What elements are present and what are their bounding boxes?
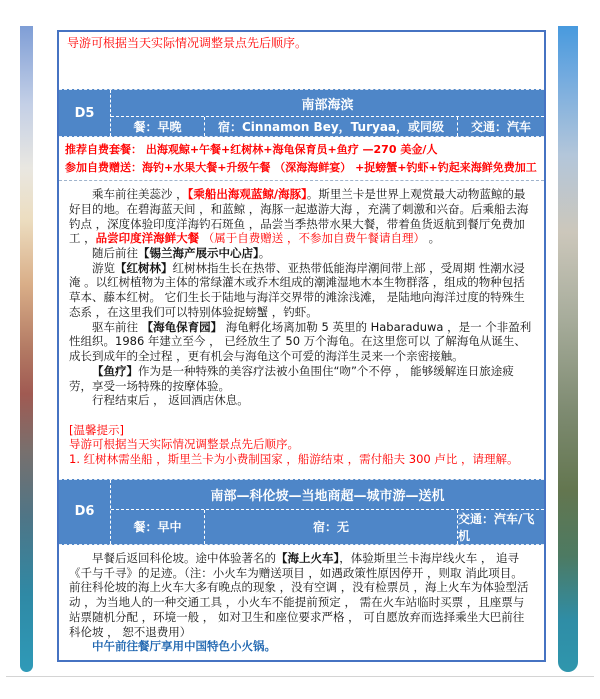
day-d6-header-band bbox=[59, 479, 544, 545]
page-bottom-divider bbox=[6, 676, 594, 677]
right-page-border-decoration bbox=[558, 26, 578, 672]
paragraph bbox=[69, 408, 534, 423]
paragraph: 早餐后返回科伦坡。途中体验著名的【海上火车】，体验斯里兰卡海岸线火车 ， 追寻《千与千寻》的足迹。（注：小火车为赠送项目 ，如遇政策性原因停开 ，则取 消此项目。前往科伦坡的海上火车大多有晚点的现象 ，没有空调 ，没有检票员 ，海上火车为体验型活动 ，为当地人的一种交通工具 ，小火车不能提前预定 ， 需在火车站临时买票 ，且座票与站票随机分配 ，环境一般 ， 如对卫生和座位要求严格 ， 可自愿放弃而选择乘坐大巴前往科伦坡 ， 恕不退费用） bbox=[69, 550, 529, 639]
paragraph: 随后前往【锡兰海产展示中心店】。 bbox=[92, 246, 271, 261]
day-d5-header-band bbox=[59, 89, 544, 137]
schedule-adjustment-note: 导游可根据当天实际情况调整景点先后顺序。 bbox=[67, 36, 308, 50]
paragraph: 游览【红树林】红树林指生长在热带、亚热带低能海岸潮间带上部 ，受周期 性潮水浸淹 。以红树植物为主体的常绿灌木或乔木组成的潮滩湿地木本生物群落 ，组成的物种包括草本、藤本红树。 它们生长于陆地与海洋交界带的滩涂浅滩， 是陆地向海洋过度的特殊生态系 ，在这里我们可以特别体验捉螃蟹 ，钓虾。 bbox=[69, 260, 525, 319]
paragraph: 乘车前往美蕊沙 ，【乘船出海观蓝鲸/海豚】。斯里兰卡是世界上观赏最大动物蓝鲸的最好目的地。在碧海蓝天间 ，和蓝鲸 ，海豚一起遨游大海 ，充满了刺激和兴奋。后乘船去海钓点 ，深度体验印度洋海钓石斑鱼 ，品尝当季热带水果大餐，带着鱼货返航到餐厅免费加工 ，品尝印度洋海鲜大餐 （属于自费赠送 ，不参加自费午餐请自理） 。 bbox=[69, 187, 529, 246]
day-d6-details bbox=[59, 545, 544, 660]
left-page-border-decoration bbox=[20, 26, 33, 672]
paragraph: 【鱼疗】作为是一种特殊的美容疗法被小鱼围住“吻”个不停 ， 能够缓解连日旅途疲劳，享受一场特殊的按摩体验。 bbox=[69, 363, 514, 393]
paragraph: [温馨提示] bbox=[69, 422, 124, 437]
paragraph: 导游可根据当天实际情况调整景点先后顺序。 bbox=[69, 437, 299, 452]
day-d5-hotel: 宿：Cinnamon Bey，Turyaa，或同级 bbox=[204, 117, 458, 136]
day-d5-label: D5 bbox=[59, 90, 111, 136]
bonus-package-line: 参加自费赠送：海钓+水果大餐+升级午餐 （深海海鲜宴） +捉螃蟹+钓虾+钓起来海鲜免费加工 bbox=[65, 160, 537, 174]
day-d6-transport: 交通：汽车/飞机 bbox=[458, 511, 535, 543]
paragraph: 中午前往餐厅享用中国特色小火锅。 bbox=[92, 639, 276, 654]
day-d5-meals: 餐：早晚 bbox=[133, 120, 182, 135]
paragraph: 驱车前往 【海龟保育园】 海龟孵化场离加勒 5 英里的 Habaraduwa ，是一 个非盈利性组织。1986 年建立至今 ， 已经放生了 50 万个海龟。在这里您可以 了解海龟从诞生、成长到成年的全过程 ，更有机会与海龟这个可爱的海洋生灵来一个亲密接触。 bbox=[69, 319, 532, 364]
day-d5-details bbox=[59, 181, 544, 479]
paragraph: 行程结束后 ， 返回酒店休息。 bbox=[92, 393, 249, 408]
recommended-package-line: 推荐自费套餐： 出海观鲸+午餐+红树林+海龟保育员+鱼疗 —270 美金/人 bbox=[65, 143, 438, 157]
paragraph: 1. 红树林需坐船 ，斯里兰卡为小费制国家 ，船游结束 ，需付船夫 300 卢比 ，请理解。 bbox=[69, 452, 519, 467]
itinerary-table bbox=[57, 30, 546, 662]
day-d6-label: D6 bbox=[59, 480, 111, 544]
day-d6-meals: 餐：早中 bbox=[133, 520, 182, 535]
day-d6-hotel: 宿：无 bbox=[204, 510, 458, 544]
day-d5-transport: 交通：汽车 bbox=[470, 120, 531, 135]
optional-fees-note bbox=[59, 137, 544, 181]
day-d6-route-title: 南部—科伦坡—当地商超—城市游—送机 bbox=[111, 480, 544, 510]
day-d5-route-title: 南部海滨 bbox=[111, 90, 544, 117]
